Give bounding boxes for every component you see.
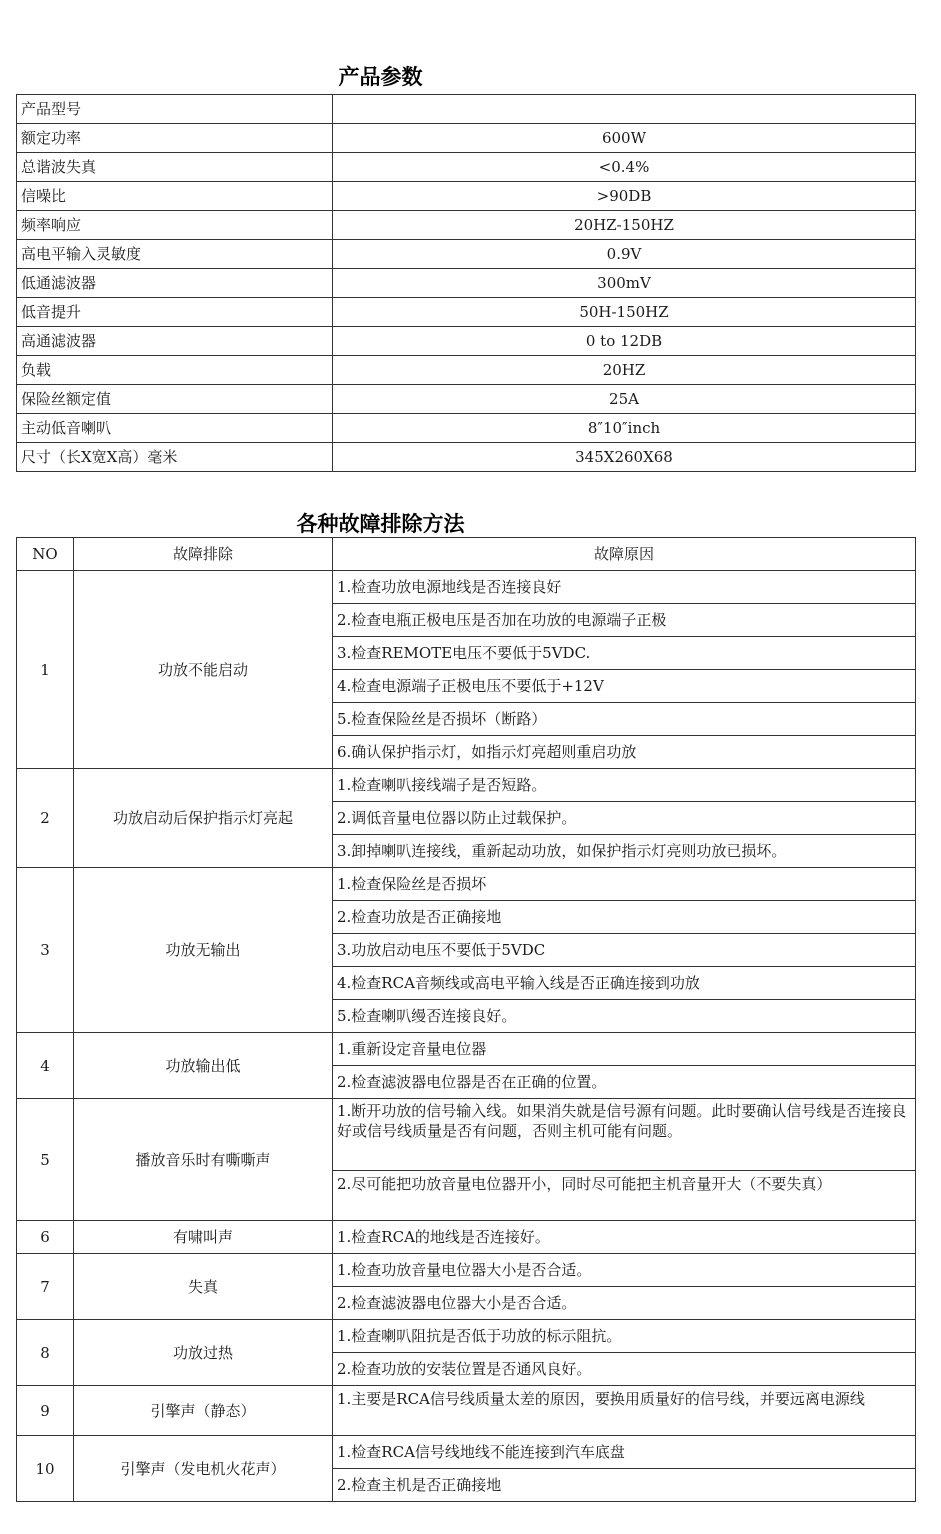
param-label: 高电平输入灵敏度	[17, 240, 333, 269]
fault-cause: 2.检查主机是否正确接地	[333, 1469, 916, 1502]
param-row	[17, 298, 916, 327]
fault-cause: 1.检查喇叭接线端子是否短路。	[333, 769, 916, 802]
fault-cause: 5.检查喇叭缦否连接良好。	[333, 1000, 916, 1033]
fault-issue: 功放不能启动	[74, 571, 333, 769]
fault-cause: 3.功放启动电压不要低于5VDC	[333, 934, 916, 967]
fault-no: 5	[17, 1099, 74, 1221]
param-label: 信噪比	[17, 182, 333, 211]
param-value: 20HZ	[333, 356, 916, 385]
fault-no: 10	[17, 1436, 74, 1502]
param-value: 50H-150HZ	[333, 298, 916, 327]
fault-no: 4	[17, 1033, 74, 1099]
param-row	[17, 414, 916, 443]
fault-issue: 播放音乐时有嘶嘶声	[74, 1099, 333, 1221]
fault-cause: 2.检查电瓶正极电压是否加在功放的电源端子正极	[333, 604, 916, 637]
param-row	[17, 182, 916, 211]
fault-cause: 2.尽可能把功放音量电位器开小，同时尽可能把主机音量开大（不要失真）	[333, 1171, 916, 1221]
header-issue: 故障排除	[74, 538, 333, 571]
param-label: 产品型号	[17, 95, 333, 124]
param-label: 尺寸（长X宽X高）毫米	[17, 443, 333, 472]
fault-no: 8	[17, 1320, 74, 1386]
fault-cause: 2.检查功放的安装位置是否通风良好。	[333, 1353, 916, 1386]
param-row	[17, 443, 916, 472]
fault-row	[17, 868, 916, 901]
param-value: 8″10″inch	[333, 414, 916, 443]
fault-row	[17, 1386, 916, 1436]
params-table	[16, 94, 916, 472]
param-value: 20HZ-150HZ	[333, 211, 916, 240]
fault-no: 7	[17, 1254, 74, 1320]
param-label: 总谐波失真	[17, 153, 333, 182]
fault-cause: 1.断开功放的信号输入线。如果消失就是信号源有问题。此时要确认信号线是否连接良好或信号线质量是否有问题，否则主机可能有问题。	[333, 1099, 916, 1171]
fault-issue: 功放无输出	[74, 868, 333, 1033]
fault-no: 2	[17, 769, 74, 868]
param-label: 主动低音喇叭	[17, 414, 333, 443]
fault-row	[17, 1254, 916, 1287]
params-title: 产品参数	[338, 65, 423, 89]
param-value: 0.9V	[333, 240, 916, 269]
header-no: NO	[17, 538, 74, 571]
fault-cause: 2.检查功放是否正确接地	[333, 901, 916, 934]
fault-issue: 功放输出低	[74, 1033, 333, 1099]
param-row	[17, 240, 916, 269]
faults-title: 各种故障排除方法	[296, 512, 465, 536]
fault-cause: 1.检查RCA信号线地线不能连接到汽车底盘	[333, 1436, 916, 1469]
param-row	[17, 95, 916, 124]
param-row	[17, 356, 916, 385]
param-value: 600W	[333, 124, 916, 153]
fault-cause: 4.检查电源端子正极电压不要低于+12V	[333, 670, 916, 703]
fault-issue: 失真	[74, 1254, 333, 1320]
fault-issue: 引擎声（静态）	[74, 1386, 333, 1436]
fault-no: 3	[17, 868, 74, 1033]
fault-row	[17, 571, 916, 604]
fault-row	[17, 1033, 916, 1066]
fault-cause: 2.检查滤波器电位器是否在正确的位置。	[333, 1066, 916, 1099]
param-label: 低通滤波器	[17, 269, 333, 298]
fault-issue: 有啸叫声	[74, 1221, 333, 1254]
fault-cause: 3.检查REMOTE电压不要低于5VDC.	[333, 637, 916, 670]
fault-cause: 1.主要是RCA信号线质量太差的原因，要换用质量好的信号线，并要远离电源线	[333, 1386, 916, 1436]
fault-cause: 2.调低音量电位器以防止过载保护。	[333, 802, 916, 835]
fault-row	[17, 1320, 916, 1353]
fault-row	[17, 1099, 916, 1171]
param-value	[333, 95, 916, 124]
param-label: 高通滤波器	[17, 327, 333, 356]
fault-cause: 1.检查RCA的地线是否连接好。	[333, 1221, 916, 1254]
header-cause: 故障原因	[333, 538, 916, 571]
param-value: <0.4%	[333, 153, 916, 182]
faults-header-row	[17, 538, 916, 571]
param-row	[17, 124, 916, 153]
fault-cause: 3.卸掉喇叭连接线，重新起动功放，如保护指示灯亮则功放已损坏。	[333, 835, 916, 868]
param-row	[17, 385, 916, 414]
param-value: 300mV	[333, 269, 916, 298]
fault-cause: 1.检查喇叭阻抗是否低于功放的标示阻抗。	[333, 1320, 916, 1353]
fault-cause: 1.重新设定音量电位器	[333, 1033, 916, 1066]
fault-row	[17, 1221, 916, 1254]
param-label: 保险丝额定值	[17, 385, 333, 414]
param-label: 低音提升	[17, 298, 333, 327]
param-row	[17, 327, 916, 356]
fault-issue: 引擎声（发电机火花声）	[74, 1436, 333, 1502]
fault-no: 6	[17, 1221, 74, 1254]
fault-no: 9	[17, 1386, 74, 1436]
fault-issue: 功放启动后保护指示灯亮起	[74, 769, 333, 868]
param-value: 345X260X68	[333, 443, 916, 472]
fault-cause: 1.检查保险丝是否损坏	[333, 868, 916, 901]
param-row	[17, 269, 916, 298]
param-row	[17, 211, 916, 240]
param-value: >90DB	[333, 182, 916, 211]
fault-cause: 5.检查保险丝是否损坏（断路）	[333, 703, 916, 736]
fault-row	[17, 769, 916, 802]
fault-issue: 功放过热	[74, 1320, 333, 1386]
param-value: 25A	[333, 385, 916, 414]
fault-cause: 2.检查滤波器电位器大小是否合适。	[333, 1287, 916, 1320]
param-label: 额定功率	[17, 124, 333, 153]
param-row	[17, 153, 916, 182]
fault-row	[17, 1436, 916, 1469]
fault-no: 1	[17, 571, 74, 769]
fault-cause: 4.检查RCA音频线或高电平输入线是否正确连接到功放	[333, 967, 916, 1000]
faults-table	[16, 537, 916, 1502]
fault-cause: 6.确认保护指示灯，如指示灯亮超则重启功放	[333, 736, 916, 769]
fault-cause: 1.检查功放电源地线是否连接良好	[333, 571, 916, 604]
param-label: 频率响应	[17, 211, 333, 240]
param-label: 负载	[17, 356, 333, 385]
fault-cause: 1.检查功放音量电位器大小是否合适。	[333, 1254, 916, 1287]
param-value: 0 to 12DB	[333, 327, 916, 356]
